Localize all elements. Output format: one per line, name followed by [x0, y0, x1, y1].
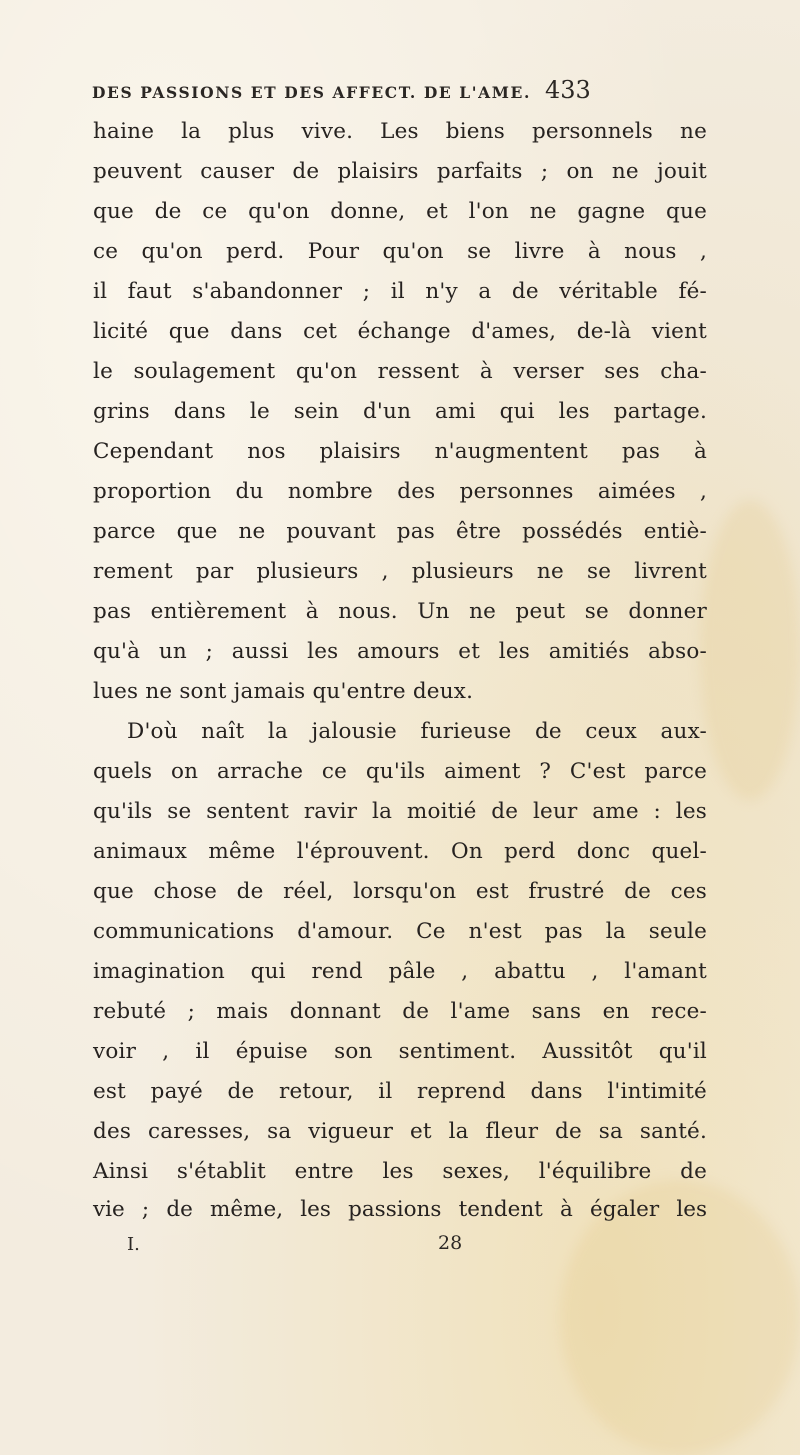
signature-mark: I. [127, 1234, 140, 1255]
text-line: ce qu'on perd. Pour qu'on se livre à nous , [93, 239, 707, 264]
text-line: Ainsi s'établit entre les sexes, l'équilibre de [93, 1159, 707, 1184]
text-line: le soulagement qu'on ressent à verser ses cha- [93, 359, 707, 384]
text-line: que chose de réel, lorsqu'on est frustré de ces [93, 879, 707, 904]
text-line: il faut s'abandonner ; il n'y a de véritable fé- [93, 279, 707, 304]
text-line: rement par plusieurs , plusieurs ne se livrent [93, 559, 707, 584]
text-line: qu'à un ; aussi les amours et les amitiés abso- [93, 639, 707, 664]
text-line: haine la plus vive. Les biens personnels ne [93, 119, 707, 144]
text-line: parce que ne pouvant pas être possédés entiè- [93, 519, 707, 544]
folio-number: 28 [438, 1232, 463, 1254]
text-line: quels on arrache ce qu'ils aiment ? C'est parce [93, 759, 707, 784]
text-line: rebuté ; mais donnant de l'ame sans en rece- [93, 999, 707, 1024]
text-line: lues ne sont jamais qu'entre deux. [93, 679, 474, 704]
text-line: que de ce qu'on donne, et l'on ne gagne que [93, 199, 707, 224]
text-line: vie ; de même, les passions tendent à égaler les [93, 1197, 707, 1222]
text-line: imagination qui rend pâle , abattu , l'amant [93, 959, 707, 984]
page-number: 433 [544, 76, 591, 104]
text-line: est payé de retour, il reprend dans l'intimité [93, 1079, 707, 1104]
text-line: animaux même l'éprouvent. On perd donc quel- [93, 839, 707, 864]
running-title: DES PASSIONS ET DES AFFECT. DE L'AME. [92, 83, 531, 102]
text-line: grins dans le sein d'un ami qui les partage. [93, 399, 707, 424]
text-line: qu'ils se sentent ravir la moitié de leur ame : les [93, 799, 707, 824]
text-line: voir , il épuise son sentiment. Aussitôt qu'il [93, 1039, 707, 1064]
text-line: Cependant nos plaisirs n'augmentent pas à [93, 439, 707, 464]
text-line: proportion du nombre des personnes aimées , [93, 479, 707, 504]
text-line: des caresses, sa vigueur et la fleur de sa santé. [93, 1119, 707, 1144]
text-line: peuvent causer de plaisirs parfaits ; on ne jouit [93, 159, 707, 184]
text-line: D'où naît la jalousie furieuse de ceux aux- [127, 719, 707, 744]
text-line: licité que dans cet échange d'ames, de-là vient [93, 319, 707, 344]
text-line: pas entièrement à nous. Un ne peut se donner [93, 599, 707, 624]
text-line: communications d'amour. Ce n'est pas la seule [93, 919, 707, 944]
